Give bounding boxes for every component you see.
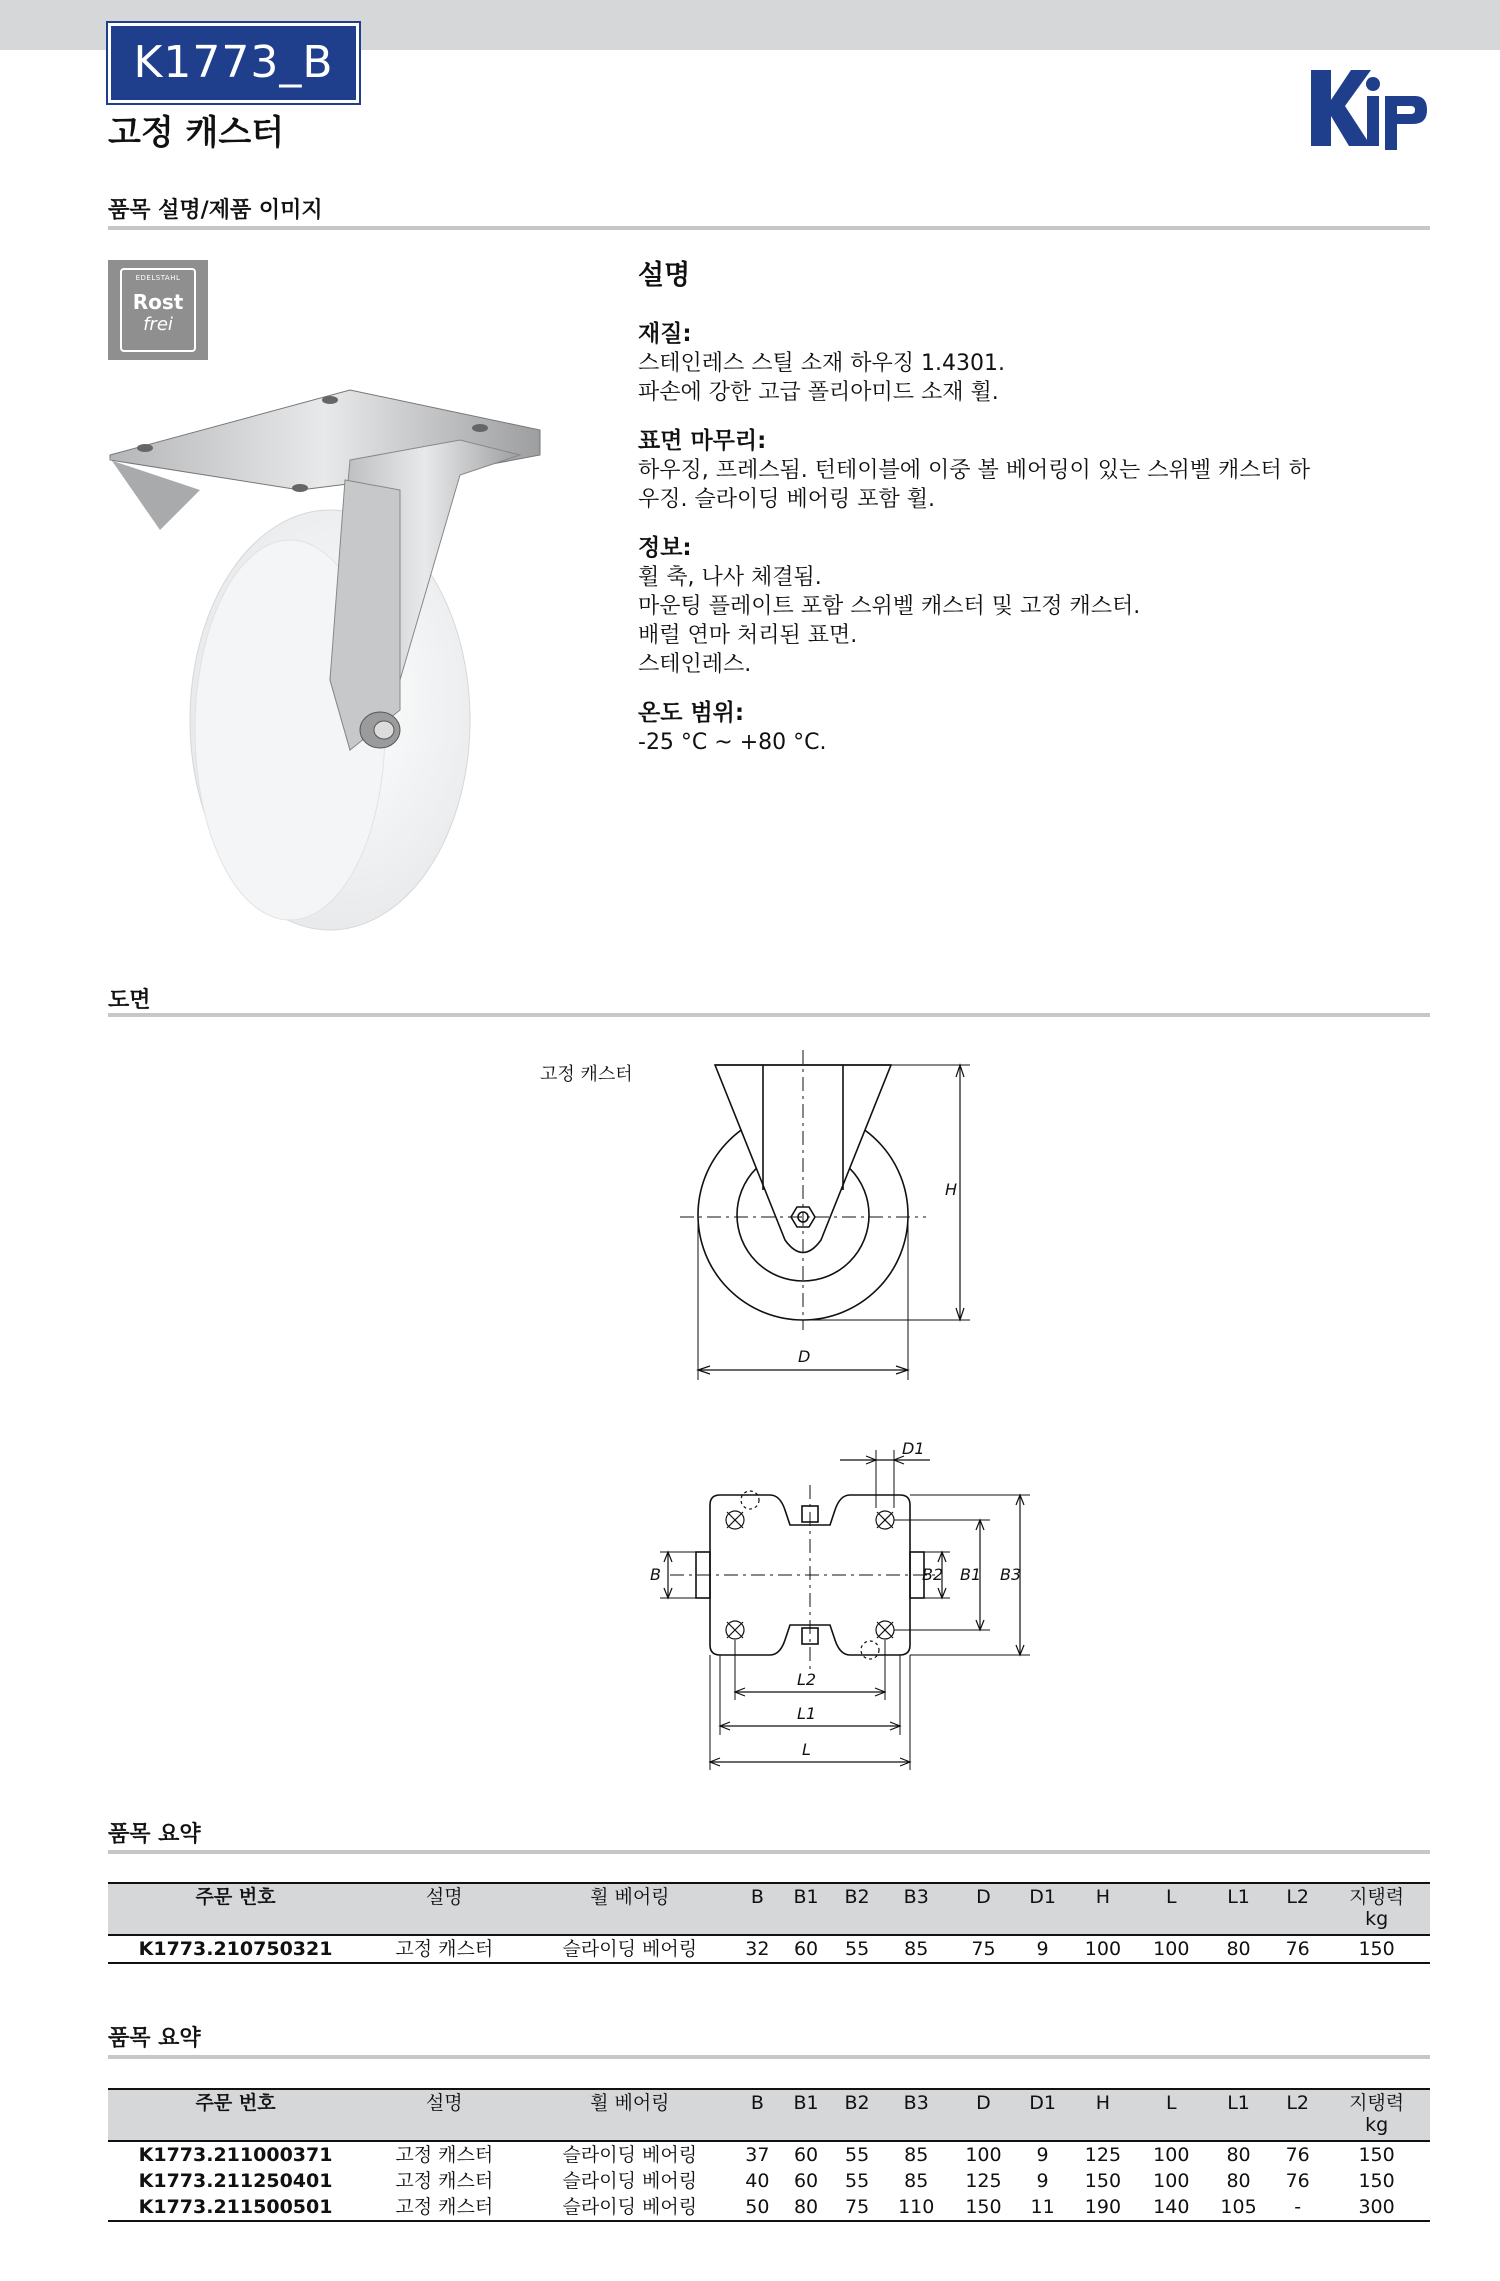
- table-row: [108, 2168, 1430, 2194]
- table-cell: 150: [1323, 1935, 1430, 1963]
- table-cell: 60: [793, 2170, 819, 2192]
- table-cell: 37: [745, 2144, 770, 2166]
- table-cell: 슬라이딩 베어링: [525, 1935, 734, 1963]
- col-header: 설명: [363, 2089, 525, 2141]
- table-cell: 100: [1138, 1935, 1205, 1963]
- col-header: B3: [883, 1883, 950, 1935]
- table-cell: 55: [832, 1935, 883, 1963]
- badge-top-text: EDELSTAHL: [135, 274, 181, 282]
- col-header: 주문 번호: [108, 2089, 363, 2141]
- table-cell: 슬라이딩 베어링: [562, 2170, 698, 2192]
- table-cell: 105: [1205, 2194, 1272, 2221]
- block-label: 재질:: [638, 321, 692, 347]
- table-cell: 76: [1285, 2170, 1310, 2192]
- col-header: H: [1068, 2089, 1138, 2141]
- col-header: 지탱력 kg: [1323, 1883, 1430, 1935]
- col-header: L: [1138, 1883, 1205, 1935]
- col-header: B1: [781, 1883, 832, 1935]
- table-row: [108, 2141, 1430, 2168]
- section-title-product: 품목 설명/제품 이미지: [108, 198, 323, 223]
- block-line: 스테인레스 스틸 소재 하우징 1.4301.: [638, 351, 1005, 376]
- col-header: B2: [832, 2089, 883, 2141]
- parts-table-1: [108, 1882, 1430, 1964]
- table-cell: 32: [734, 1935, 780, 1963]
- dim-label-L1: L1: [797, 1704, 817, 1723]
- table-cell: 76: [1272, 1935, 1323, 1963]
- table-cell: 100: [1068, 1935, 1138, 1963]
- description-block-finish: [638, 427, 1438, 514]
- table-row: [108, 2194, 1430, 2221]
- description-block-info: [638, 534, 1438, 679]
- table-cell: 고정 캐스터: [363, 1935, 525, 1963]
- block-label: 정보:: [638, 535, 692, 561]
- col-header: D1: [1017, 1883, 1068, 1935]
- product-code-box: K1773_B: [108, 23, 359, 103]
- col-header: 주문 번호: [108, 1883, 363, 1935]
- block-line: 스테인레스.: [638, 652, 752, 677]
- table-cell: 150: [1358, 2170, 1395, 2192]
- dim-label-B1: B1: [960, 1565, 982, 1584]
- table-header-row: [108, 2089, 1430, 2141]
- table-cell: 80: [1226, 2170, 1251, 2192]
- shield-icon: [120, 268, 196, 352]
- block-line: 휠 축, 나사 체결됨.: [638, 565, 822, 590]
- col-header: B: [734, 1883, 780, 1935]
- description-heading: 설명: [638, 260, 691, 291]
- section-divider: [108, 1013, 1430, 1017]
- table-cell: 110: [883, 2194, 950, 2221]
- table-cell: 150: [950, 2194, 1017, 2221]
- table-cell: 고정 캐스터: [395, 2170, 494, 2192]
- col-header: D1: [1017, 2089, 1068, 2141]
- top-view-drawing: [630, 1430, 1050, 1780]
- col-header: H: [1068, 1883, 1138, 1935]
- col-header: 지탱력 kg: [1323, 2089, 1430, 2141]
- col-header: D: [950, 1883, 1017, 1935]
- table-cell: 슬라이딩 베어링: [562, 2144, 698, 2166]
- table-cell: 9: [1036, 2144, 1049, 2166]
- table-cell: 55: [844, 2170, 870, 2192]
- table-cell: 9: [1017, 1935, 1068, 1963]
- block-line: 배럴 연마 처리된 표면.: [638, 623, 858, 648]
- dim-label-B: B: [650, 1565, 661, 1584]
- table-cell: 슬라이딩 베어링: [525, 2194, 734, 2221]
- col-header: B2: [832, 1883, 883, 1935]
- table-header-row: [108, 1883, 1430, 1935]
- badge-sub-text: frei: [143, 314, 173, 335]
- description-block-material: [638, 320, 1438, 407]
- table-cell: 150: [1084, 2170, 1122, 2192]
- dim-label-B3: B3: [1000, 1565, 1022, 1584]
- table-cell: 50: [734, 2194, 780, 2221]
- kipp-logo: [1305, 60, 1430, 155]
- col-header: L2: [1272, 2089, 1323, 2141]
- table-cell: 300: [1323, 2194, 1430, 2221]
- block-label: 온도 범위:: [638, 700, 745, 726]
- table-cell: 100: [1153, 2170, 1190, 2192]
- col-header: 휠 베어링: [525, 2089, 734, 2141]
- dim-label-D1: D1: [902, 1439, 925, 1458]
- rost-frei-badge: [108, 260, 208, 360]
- product-image-caster: [100, 380, 545, 940]
- parts-table-2: [108, 2088, 1430, 2222]
- block-line: 마운팅 플레이트 포함 스위벨 캐스터 및 고정 캐스터.: [638, 594, 1141, 619]
- table-cell: 11: [1017, 2194, 1068, 2221]
- table-cell: 85: [904, 2170, 929, 2192]
- col-header: L1: [1205, 2089, 1272, 2141]
- table-cell: -: [1272, 2194, 1323, 2221]
- col-header: B1: [781, 2089, 832, 2141]
- table-cell: 125: [965, 2170, 1002, 2192]
- block-line: 하우징, 프레스됨. 턴테이블에 이중 볼 베어링이 있는 스위벨 캐스터 하: [638, 458, 1310, 483]
- table-cell: 55: [844, 2144, 870, 2166]
- table-cell: 100: [965, 2144, 1002, 2166]
- table-cell: 80: [781, 2194, 832, 2221]
- description-panel: [638, 255, 1438, 777]
- table-cell: 80: [1205, 1935, 1272, 1963]
- section-divider: [108, 226, 1430, 230]
- col-header: L2: [1272, 1883, 1323, 1935]
- table-cell: 76: [1285, 2144, 1310, 2166]
- dim-label-L: L: [802, 1740, 811, 1759]
- table-cell: 40: [745, 2170, 770, 2192]
- table-cell: 75: [832, 2194, 883, 2221]
- badge-main-text: Rost: [132, 290, 184, 314]
- section-title-summary-2: 품목 요약: [108, 2026, 201, 2051]
- col-header: 휠 베어링: [525, 1883, 734, 1935]
- table-cell: 100: [1153, 2144, 1190, 2166]
- order-number: K1773.211250401: [138, 2170, 333, 2192]
- table-cell: 85: [904, 2144, 929, 2166]
- col-header: B3: [883, 2089, 950, 2141]
- block-label: 표면 마무리:: [638, 428, 767, 454]
- block-line: 우징. 슬라이딩 베어링 포함 휠.: [638, 487, 935, 512]
- block-line: 파손에 강한 고급 폴리아미드 소재 휠.: [638, 380, 999, 405]
- table-cell: 150: [1358, 2144, 1395, 2166]
- table-row: [108, 1935, 1430, 1963]
- block-line: -25 °C ~ +80 °C.: [638, 730, 827, 755]
- col-header: 설명: [363, 1883, 525, 1935]
- table-cell: 60: [793, 2144, 819, 2166]
- section-title-drawing: 도면: [108, 988, 151, 1013]
- section-divider: [108, 1850, 1430, 1854]
- dim-label-D: D: [798, 1347, 811, 1366]
- dim-label-L2: L2: [797, 1670, 817, 1689]
- col-header: D: [950, 2089, 1017, 2141]
- col-header: L1: [1205, 1883, 1272, 1935]
- drawing-caption: 고정 캐스터: [540, 1064, 633, 1085]
- table-cell: 60: [781, 1935, 832, 1963]
- page-title: 고정 캐스터: [108, 113, 285, 153]
- section-title-summary-1: 품목 요약: [108, 1822, 201, 1847]
- table-cell: 125: [1084, 2144, 1122, 2166]
- section-divider: [108, 2055, 1430, 2059]
- dim-label-H: H: [945, 1180, 958, 1199]
- table-cell: 140: [1138, 2194, 1205, 2221]
- col-header: L: [1138, 2089, 1205, 2141]
- logo-text: Kipp: [1305, 60, 1308, 61]
- order-number: K1773.211500501: [108, 2194, 363, 2221]
- col-header: B: [734, 2089, 780, 2141]
- description-block-temperature: [638, 699, 1438, 757]
- table-cell: 고정 캐스터: [363, 2194, 525, 2221]
- order-number: K1773.210750321: [108, 1935, 363, 1963]
- table-cell: 85: [883, 1935, 950, 1963]
- table-cell: 80: [1226, 2144, 1251, 2166]
- table-cell: 고정 캐스터: [395, 2144, 494, 2166]
- table-cell: 75: [950, 1935, 1017, 1963]
- side-view-drawing: [670, 1040, 1030, 1380]
- table-cell: 190: [1068, 2194, 1138, 2221]
- order-number: K1773.211000371: [138, 2144, 333, 2166]
- table-cell: 9: [1036, 2170, 1049, 2192]
- dim-label-B2: B2: [922, 1565, 944, 1584]
